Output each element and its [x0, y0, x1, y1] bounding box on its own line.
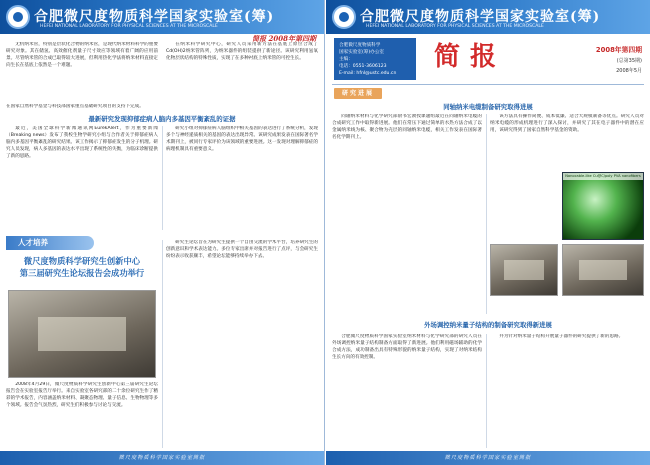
page-footer: 微尺度物质科学国家实验室简报 — [0, 451, 324, 465]
article-paragraph: 最近，美国全球科学新闻通讯网EurekAlert，作为重要新闻（Breaking news）发布了我校生物学研究小组与合作者关于抑郁症病人脑内多基因平衡紊乱的研究结果。该工作揭示了抑郁症发生的分子机理。研究人员发现，病人多基因的表达水平出现了系统性的失衡，为临床诊断提供了新的思路。 — [6, 126, 158, 159]
intro-column-1 — [6, 42, 158, 110]
headline-quantum-structure: 外场调控纳米量子结构的制备研究取得新进展 — [424, 321, 552, 329]
column-divider — [162, 240, 163, 448]
lab-name-cn: 合肥微尺度物质科学国家实验室(筹) — [34, 9, 275, 25]
masthead-rule — [332, 84, 644, 85]
nanocable-micrograph — [562, 172, 644, 240]
lab-name-en: HEFEI NATIONAL LABORATORY FOR PHYSICAL SCIENCES AT THE MICROSCALE — [366, 24, 544, 29]
headline-2-wrap — [332, 100, 644, 112]
article-1-column-1 — [6, 126, 158, 230]
header-band — [0, 0, 324, 34]
intro-tail — [6, 104, 318, 112]
micrograph-label: Nanocable-like Cu@C/poly PVA nanofibers — [563, 173, 643, 180]
intro-paragraph: 无机纳米管，特别是层状化合物的纳米管，是现代纳米材料科学的重要研究对象。其在储氢、高效催化剂量子尺寸效应等领域有着广阔的应用前景。尽管纳米管的合成已取得较大进展，但利用热化学法将纳米材料直接定向生长在基底上依然是一个难题。 — [6, 42, 158, 68]
talent-column-1 — [6, 382, 158, 448]
issue-date: 2008年5月 — [616, 67, 642, 74]
lab-logo-icon — [332, 5, 356, 29]
article-2-column-2 — [490, 114, 644, 170]
masthead-issue — [596, 46, 642, 76]
research-tag-wrap — [334, 88, 414, 100]
issue-number: 2008年第四期 — [595, 46, 642, 54]
article-3-column-1 — [332, 334, 482, 448]
headline-nanocable: 同轴纳米电缆制备研究取得进展 — [443, 103, 533, 111]
column-divider — [486, 334, 487, 448]
page-footer: 微尺度物质科学国家实验室简报 — [326, 451, 650, 465]
article-paragraph: 并为针对纳米量子结构开展量子器件的研究提供了新的思路。 — [499, 334, 624, 339]
issue-total: (总第35期) — [616, 57, 642, 64]
article-3-column-2 — [490, 334, 644, 448]
lab-name-en: HEFEI NATIONAL LABORATORY FOR PHYSICAL SCIENCES AT THE MICROSCALE — [40, 24, 218, 29]
intro-tail-text: 在国家自然科学基金与科技部国家重点基础研究项目的支持下完成。 — [6, 104, 144, 109]
column-divider — [162, 126, 163, 230]
talent-paragraph: 2008年4月29日，微尺度物质科学研究生创新中心第三届研究生论坛报告会在实验室报告厅举行。来自实验室各研究部的二十余位研究生作了精彩的学术报告，内容涵盖纳米材料、凝聚态物理、量子信息、生物物理等多个领域。报告会气氛热烈，研究生们积极参与讨论与交流。 — [6, 382, 158, 408]
lab-logo-icon — [6, 5, 30, 29]
intro-column-2 — [166, 42, 318, 100]
headline-1-wrap — [6, 112, 318, 124]
talent-column-2 — [166, 240, 318, 448]
talent-section-banner: 人才培养 — [6, 236, 94, 250]
talent-headline-line-2: 第三届研究生论坛报告会成功举行 — [19, 267, 145, 278]
masthead-title: 简报 — [434, 42, 507, 72]
header-band — [326, 0, 650, 34]
article-paragraph: 合肥微尺度物质科学国家实验室纳米材料与化学研究部的研究人员在外场调控纳米量子结构制备方面取得了新进展。他们利用磁场辅助的化学合成方法，成功制备出具有特殊形貌的纳米量子结构，实现了对纳米结构生长方向的有效控制。 — [332, 334, 482, 360]
headline-3-wrap — [332, 318, 644, 330]
mast-line: 国家实验室(筹)办公室 — [339, 50, 384, 56]
mast-line: 主编： — [339, 57, 353, 63]
research-section-tag: 研究进展 — [334, 88, 382, 99]
article-1-column-2 — [166, 126, 318, 230]
lab-name-cn: 合肥微尺度物质科学国家实验室(筹) — [360, 9, 601, 25]
talent-headline — [6, 256, 158, 286]
tem-image — [490, 244, 558, 296]
forum-photo — [8, 290, 156, 378]
issue-tag: 简报 2008年第四期 — [252, 34, 316, 43]
intro-paragraph: 在纳米科学研究中心，研究人员采用新方法在基底上原位合成了Cd(OH)2纳米管阵列，为纳米器件的组装提供了新途径。该研究利用氢氧化物层状结构的特殊性质，实现了在多种衬底上纳米管的可控生长。 — [166, 42, 318, 61]
article-paragraph: 同轴纳米材料与化学研究部俞书宏教授课题组最近在同轴纳米电缆的合成研究工作中取得新进展。他们在常压下通过简单的水热方法合成了以金属纳米线为核、聚合物为壳层的同轴纳米电缆，相关工作发表在国际著名化学期刊上。 — [332, 114, 482, 140]
mast-line: 电话：0551-3606123 — [339, 64, 387, 70]
masthead-info-box — [334, 38, 416, 80]
mast-line: 合肥微尺度物质科学 — [339, 43, 381, 48]
headline-depression-study: 最新研究发现抑郁症病人脑内多基因平衡紊乱的证据 — [88, 115, 236, 123]
article-paragraph: 该方法具有操作简便、成本低廉、适合大规模制备等优点。研究人员对纳米电缆的形成机理进行了深入探讨，并研究了其在电子器件中的潜在应用，该研究得到了国家自然科学基金的资助。 — [490, 114, 644, 133]
sem-image — [562, 244, 644, 296]
mast-line: E-mail: hfnl@ustc.edu.cn — [339, 71, 397, 77]
talent-headline-line-1: 微尺度物质科学研究生创新中心 — [23, 256, 141, 266]
article-paragraph: 研究小组对抑郁症病人脑组织中相关基因的表达进行了系统分析，发现多个与神经递质相关的基因的表达出现异常。该研究成果发表在国际著名学术期刊上，被同行专家评价为该领域的重要进展。这一发现对理解抑郁症的病理机制具有重要意义。 — [166, 126, 318, 152]
column-divider — [486, 114, 487, 314]
newsletter-right-page — [326, 0, 650, 465]
article-2-column-1 — [332, 114, 482, 314]
talent-paragraph: 研究生论坛旨在为研究生提供一个自由交流的学术平台，培养研究生的创新意识和学术表达能力。多位专家出席并对报告进行了点评，与会研究生纷纷表示收获颇丰，希望论坛能够持续举办下去。 — [166, 240, 318, 259]
